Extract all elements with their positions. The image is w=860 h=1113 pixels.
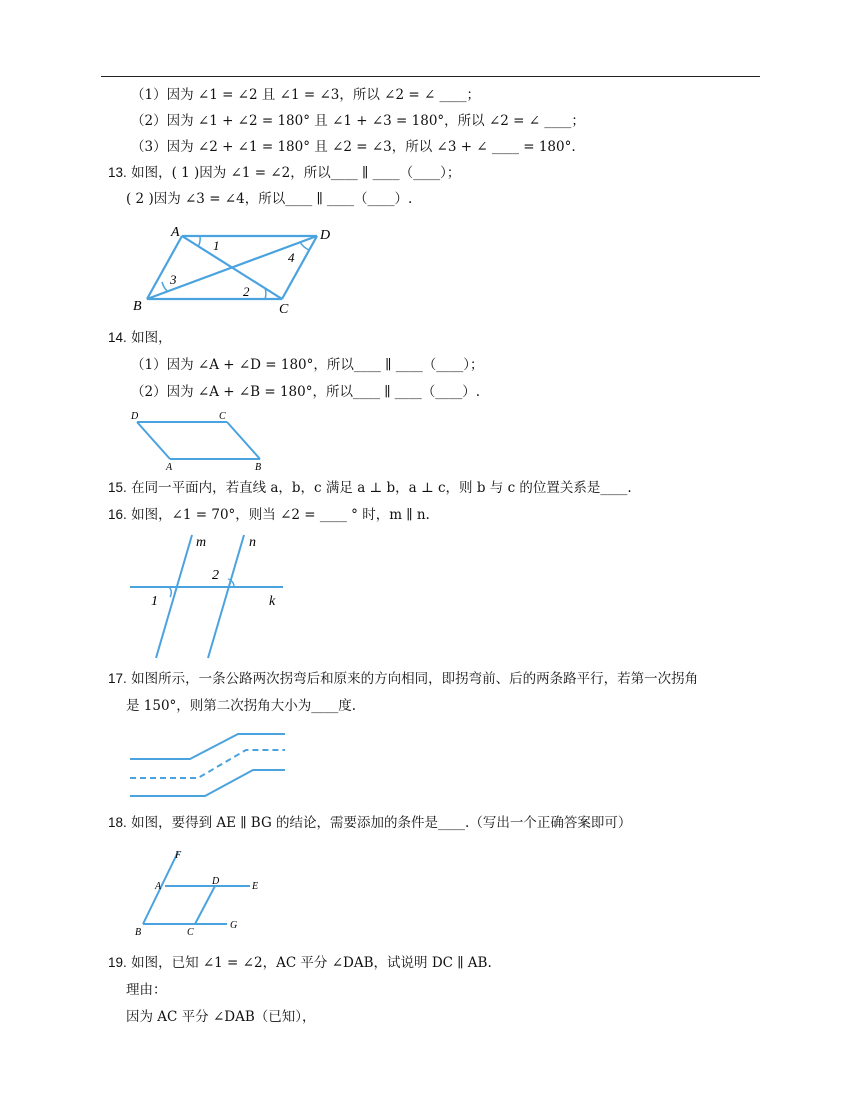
- q13-figure: [125, 222, 345, 317]
- q18-line: [108, 814, 631, 832]
- q13-text-1: 如图，( 1 )因为 ∠1 = ∠2，所以____ ∥ ____（____）；: [131, 165, 461, 181]
- q18-label-c: C: [187, 927, 194, 938]
- q18-text: 如图，要得到 AE ∥ BG 的结论，需要添加的条件是____.（写出一个正确答案即可）: [131, 815, 632, 831]
- q13-label-3: 3: [170, 272, 177, 287]
- q14-number: 14.: [108, 330, 127, 345]
- q13-label-d: D: [320, 228, 331, 243]
- q15-number: 15.: [108, 480, 127, 495]
- q13-number: 13.: [108, 165, 127, 180]
- q18-number: 18.: [108, 815, 127, 830]
- q13-label-4: 4: [288, 250, 295, 265]
- q18-label-d: D: [212, 876, 220, 887]
- q14-label-b: B: [255, 462, 262, 473]
- q18-label-g: G: [230, 920, 238, 931]
- q13-label-c: C: [279, 302, 289, 317]
- q15-text: 在同一平面内，若直线 a，b，c 满足 a ⊥ b，a ⊥ c，则 b 与 c 的位置关系是____.: [131, 480, 632, 496]
- q15-line: [108, 479, 632, 497]
- q17-text-1: 如图所示，一条公路两次拐弯后和原来的方向相同，即拐弯前、后的两条路平行，若第一次拐角: [131, 671, 699, 687]
- q13-label-b: B: [133, 299, 142, 314]
- q13-label-2: 2: [243, 284, 250, 299]
- q18-label-a: A: [155, 881, 162, 892]
- q14-line-1: （1）因为 ∠A + ∠D = 180°，所以____ ∥ ____（____）；: [131, 357, 484, 373]
- q12-line-1: （1）因为 ∠1 = ∠2 且 ∠1 = ∠3，所以 ∠2 = ∠ ____；: [131, 87, 481, 103]
- q14-label-a: A: [166, 462, 173, 473]
- q17-line-1: [108, 670, 698, 688]
- q12-line-2: （2）因为 ∠1 + ∠2 = 180° 且 ∠1 + ∠3 = 180°，所以 ∠2 = ∠ ____；: [131, 113, 585, 129]
- q12-line-3: （3）因为 ∠2 + ∠1 = 180° 且 ∠2 = ∠3，所以 ∠3 + ∠ ____ = 180°.: [131, 139, 576, 155]
- q19-number: 19.: [108, 955, 127, 970]
- q16-label-1: 1: [151, 594, 158, 609]
- q19-text-1: 如图，已知 ∠1 = ∠2，AC 平分 ∠DAB，试说明 DC ∥ AB.: [131, 955, 492, 971]
- q17-number: 17.: [108, 671, 127, 686]
- q18-label-b: B: [135, 927, 142, 938]
- q14-label-c: C: [219, 411, 226, 422]
- q17-line-2: 是 150°，则第二次拐角大小为____度.: [126, 698, 357, 714]
- q16-label-k: k: [269, 594, 276, 609]
- q16-text: 如图，∠1 = 70°，则当 ∠2 = ____ ° 时，m ∥ n.: [131, 507, 430, 523]
- header-rule: [101, 76, 760, 77]
- q14-intro: 如图，: [131, 330, 172, 346]
- q13-line-1: [108, 164, 460, 182]
- q16-label-n: n: [249, 535, 256, 550]
- q13-line-2: ( 2 )因为 ∠3 = ∠4，所以____ ∥ ____（____）.: [126, 191, 413, 207]
- q19-line-1: [108, 954, 492, 972]
- q18-label-e: E: [252, 881, 259, 892]
- q14-line-intro: [108, 329, 172, 347]
- q19-line-3: 因为 AC 平分 ∠DAB（已知），: [126, 1009, 316, 1025]
- q19-line-2: 理由：: [126, 982, 167, 998]
- q14-line-2: （2）因为 ∠A + ∠B = 180°，所以____ ∥ ____（____）.: [131, 384, 481, 400]
- q16-label-m: m: [196, 535, 207, 550]
- q14-label-d: D: [131, 411, 139, 422]
- q17-figure: [125, 726, 290, 801]
- q16-line: [108, 506, 430, 524]
- q13-label-1: 1: [213, 238, 220, 253]
- q16-label-2: 2: [212, 568, 219, 583]
- q14-figure: [125, 407, 275, 475]
- q16-number: 16.: [108, 507, 127, 522]
- q18-figure: [125, 844, 275, 942]
- q16-figure: [125, 532, 295, 662]
- q13-label-a: A: [171, 225, 180, 240]
- q18-label-f: F: [175, 850, 182, 861]
